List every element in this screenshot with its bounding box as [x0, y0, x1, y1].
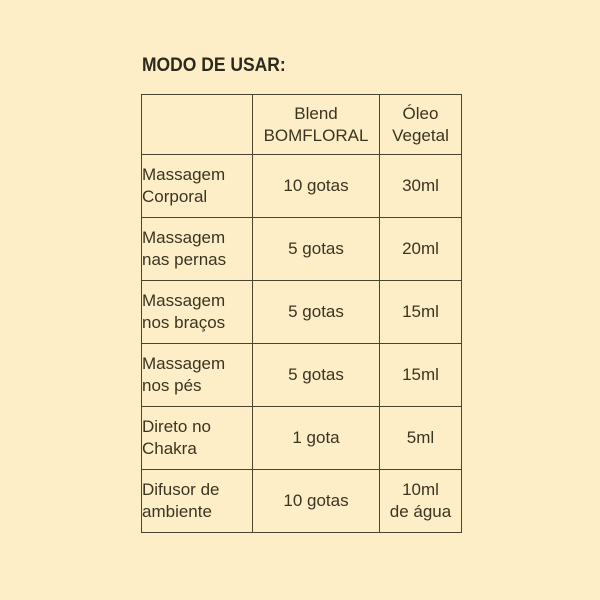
- header-oil-line2: Vegetal: [392, 125, 449, 145]
- row-label: [142, 470, 253, 533]
- table-row: [142, 407, 462, 470]
- header-blend: [253, 95, 380, 155]
- header-oil: [380, 95, 462, 155]
- header-oil-line1: Óleo: [402, 103, 439, 123]
- row-blend: 10 gotas: [253, 155, 380, 218]
- row-oil: [380, 407, 462, 470]
- row-label-line2: Corporal: [142, 187, 208, 206]
- row-oil: [380, 470, 462, 533]
- row-oil-line1: 5ml: [406, 428, 435, 447]
- row-label-line1: Massagem: [142, 291, 226, 310]
- table-header-row: [142, 95, 462, 155]
- table-row: [142, 470, 462, 533]
- row-oil-line1: 15ml: [402, 365, 439, 384]
- row-oil-line1: 20ml: [402, 239, 439, 258]
- header-blend-line1: Blend: [294, 103, 338, 123]
- row-label: [142, 155, 253, 218]
- row-blend: 5 gotas: [253, 344, 380, 407]
- header-blend-line2: BOMFLORAL: [263, 125, 369, 145]
- row-oil-line1: 15ml: [402, 302, 439, 321]
- row-blend: 10 gotas: [253, 470, 380, 533]
- row-label: [142, 344, 253, 407]
- row-label-line1: Direto no: [142, 417, 211, 436]
- row-label-line2: nos braços: [142, 313, 226, 332]
- row-oil: [380, 344, 462, 407]
- row-label-line2: nas pernas: [142, 250, 227, 269]
- row-oil: [380, 218, 462, 281]
- row-label: [142, 218, 253, 281]
- row-blend: 1 gota: [253, 407, 380, 470]
- table-row: [142, 281, 462, 344]
- table-row: [142, 155, 462, 218]
- row-oil: [380, 155, 462, 218]
- row-label-line2: Chakra: [142, 439, 197, 458]
- row-label-line2: nos pés: [142, 376, 202, 395]
- row-label-line2: ambiente: [142, 502, 212, 521]
- table-row: [142, 218, 462, 281]
- page-title: MODO DE USAR:: [142, 55, 286, 76]
- row-label: [142, 281, 253, 344]
- row-label-line1: Massagem: [142, 228, 226, 247]
- header-empty-cell: [142, 95, 253, 155]
- row-blend: 5 gotas: [253, 281, 380, 344]
- table-row: [142, 344, 462, 407]
- row-label-line1: Difusor de: [142, 480, 220, 499]
- row-label-line1: Massagem: [142, 165, 226, 184]
- row-oil-line1: 10ml: [402, 480, 439, 499]
- row-blend: 5 gotas: [253, 218, 380, 281]
- row-label-line1: Massagem: [142, 354, 226, 373]
- row-oil: [380, 281, 462, 344]
- row-label: [142, 407, 253, 470]
- usage-table: [141, 94, 462, 533]
- row-oil-line2: de água: [389, 502, 452, 521]
- row-oil-line1: 30ml: [402, 176, 439, 195]
